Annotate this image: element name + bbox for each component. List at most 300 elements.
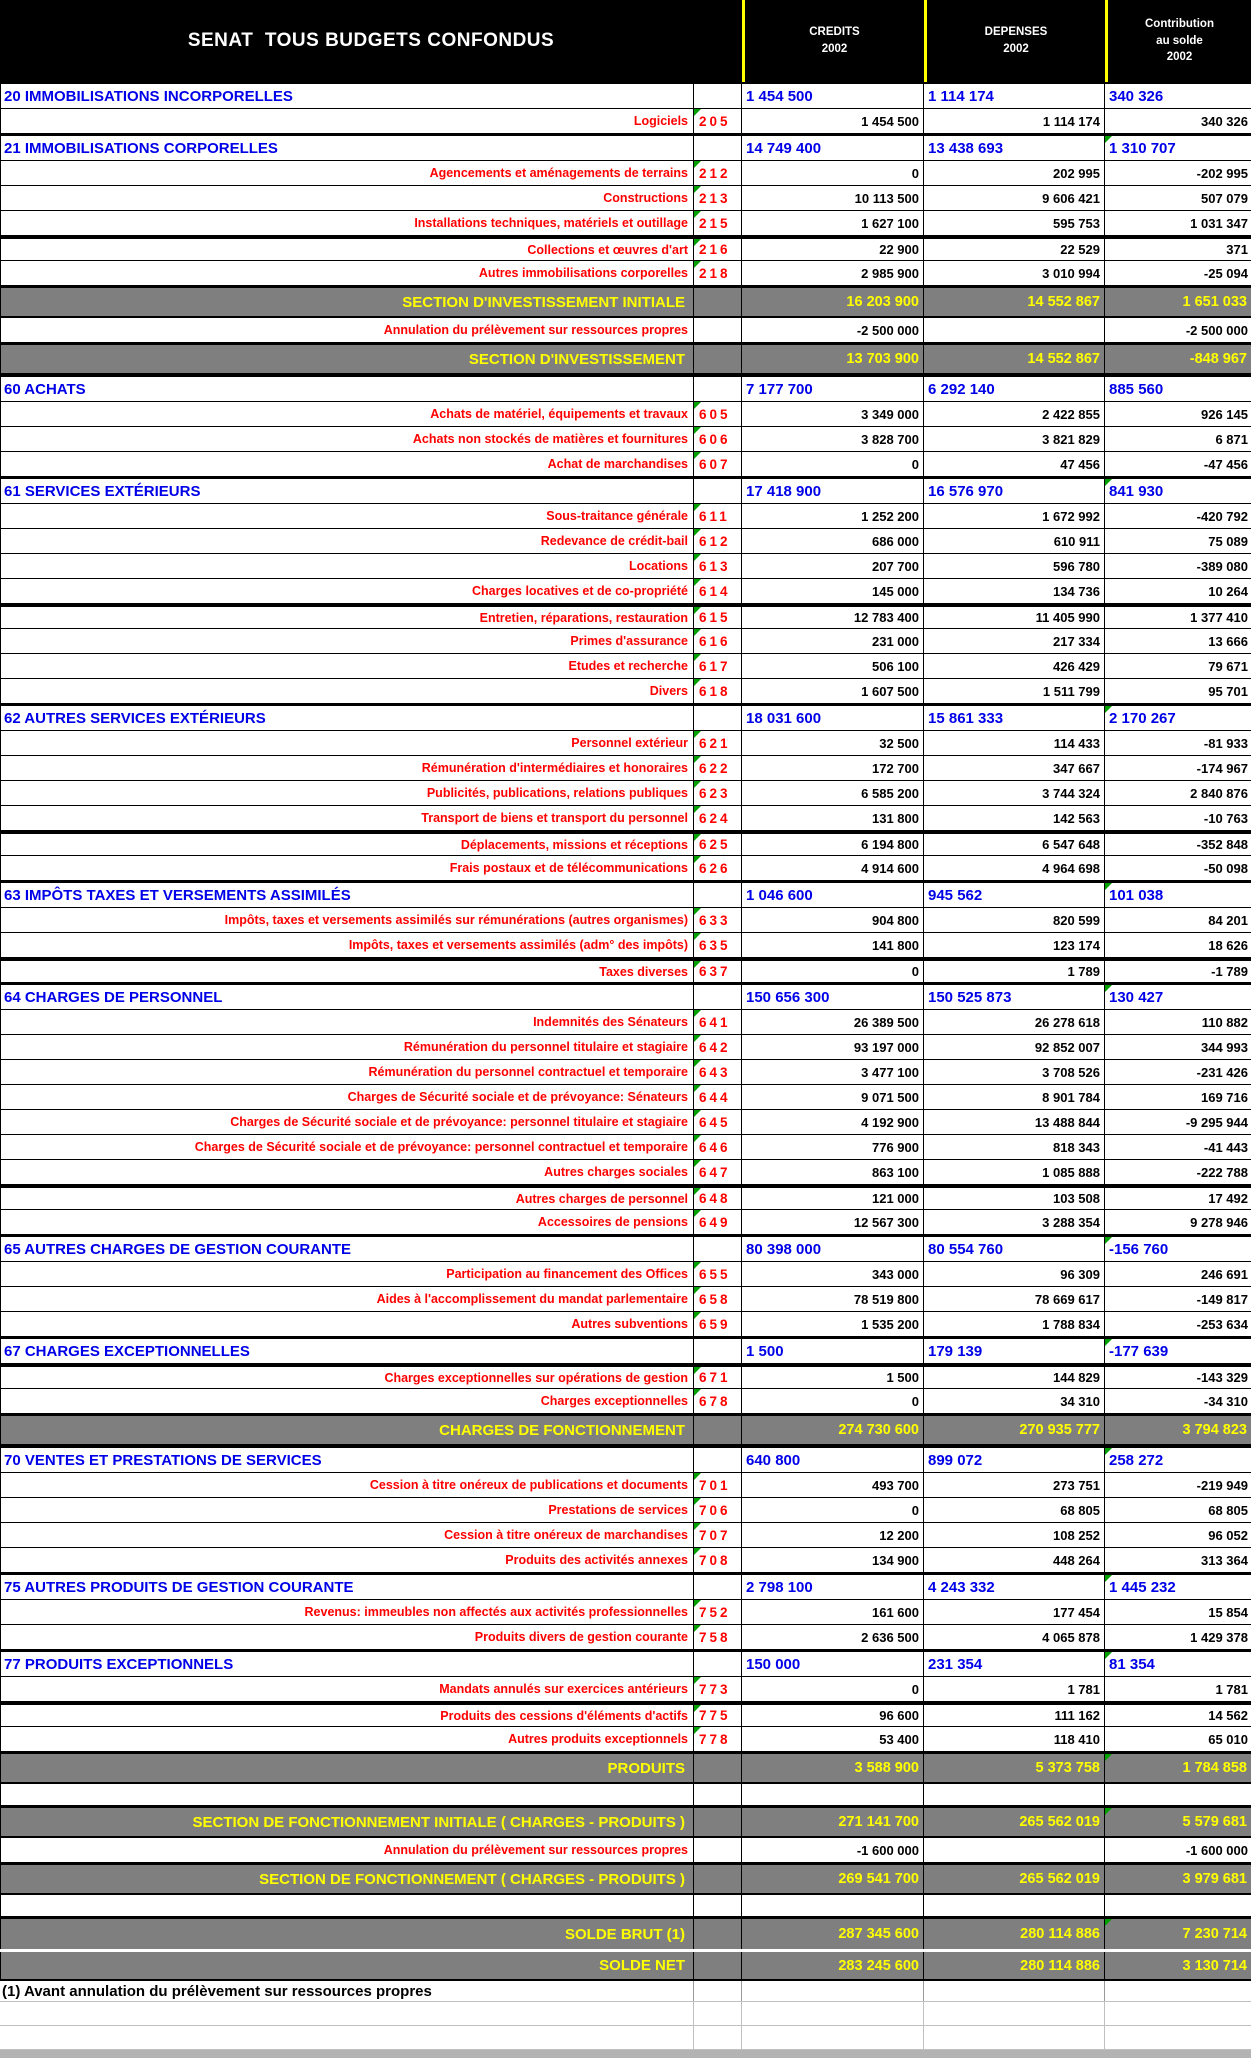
total-row: [0, 286, 1251, 318]
solde-value: 344 993: [1201, 1039, 1248, 1055]
cell-marker-icon: [694, 654, 701, 661]
cell-marker-icon: [694, 1548, 701, 1555]
depenses-value: 14 552 867: [924, 345, 1105, 373]
credits-value: 0: [742, 961, 924, 982]
row-label: 62 AUTRES SERVICES EXTÉRIEURS: [0, 706, 694, 730]
depenses-value: [924, 1895, 1105, 1916]
account-code: 773: [694, 1677, 742, 1701]
cell-marker-icon: [694, 1060, 701, 1067]
solde-value: 95 701: [1208, 683, 1248, 699]
solde-value: 15 854: [1208, 1604, 1248, 1620]
row-label: Sous-traitance générale: [0, 504, 694, 528]
cell-marker-icon: [694, 1705, 701, 1712]
row-label: Rémunération du personnel titulaire et stagiaire: [0, 1035, 694, 1059]
solde-value: 1 445 232: [1105, 1575, 1251, 1599]
account-code: 752: [694, 1600, 742, 1624]
credits-value: 121 000: [742, 1188, 924, 1209]
account-code: [694, 1237, 742, 1261]
credits-value: 10 113 500: [742, 186, 924, 210]
row-label: Entretien, réparations, restauration: [0, 607, 694, 628]
depenses-value: 3 744 324: [924, 781, 1105, 805]
account-code: 605: [694, 402, 742, 426]
credits-value: 1 500: [742, 1367, 924, 1388]
credits-value: 141 800: [742, 933, 924, 957]
cell-marker-icon: [1105, 1919, 1112, 1926]
depenses-value: 150 525 873: [924, 985, 1105, 1009]
account-code: 649: [694, 1210, 742, 1234]
account-code: [694, 1339, 742, 1363]
section-row: [0, 704, 1251, 731]
row-label: 63 IMPÔTS TAXES ET VERSEMENTS ASSIMILÉS: [0, 883, 694, 907]
credits-value: 134 900: [742, 1548, 924, 1572]
cell-marker-icon: [694, 1600, 701, 1607]
account-code: 642: [694, 1035, 742, 1059]
cell-marker-icon: [694, 1677, 701, 1684]
depenses-value: 103 508: [924, 1188, 1105, 1209]
account-code: 778: [694, 1727, 742, 1751]
credits-value: 1 454 500: [742, 109, 924, 133]
account-code: [694, 1416, 742, 1444]
cell-marker-icon: [694, 834, 701, 841]
spacer-row: [0, 1784, 1251, 1806]
account-code: 641: [694, 1010, 742, 1034]
solde-value: -420 792: [1196, 508, 1248, 524]
table-header: [0, 0, 1251, 82]
detail-row: [0, 1677, 1251, 1702]
account-code: [694, 1865, 742, 1893]
row-label: Produits des activités annexes: [0, 1548, 694, 1572]
section-row: [0, 82, 1251, 109]
depenses-value: 1 672 992: [924, 504, 1105, 528]
account-code: [694, 1784, 742, 1805]
depenses-value: 6 547 648: [924, 834, 1105, 855]
detail-row: [0, 1389, 1251, 1414]
credits-value: 145 000: [742, 579, 924, 603]
row-label: 75 AUTRES PRODUITS DE GESTION COURANTE: [0, 1575, 694, 1599]
solde-value: -177 639: [1105, 1339, 1251, 1363]
cell-marker-icon: [694, 1010, 701, 1017]
account-code: [694, 345, 742, 373]
row-label: Participation au financement des Offices: [0, 1262, 694, 1286]
solde-value: 68 805: [1208, 1502, 1248, 1518]
cell-marker-icon: [1105, 1339, 1112, 1346]
depenses-value: 144 829: [924, 1367, 1105, 1388]
depenses-value: 3 821 829: [924, 427, 1105, 451]
row-label: Autres immobilisations corporelles: [0, 261, 694, 285]
detail-row: [0, 781, 1251, 806]
empty-cell: [742, 1981, 924, 2001]
solde-value: 81 354: [1105, 1652, 1251, 1676]
row-label: Accessoires de pensions: [0, 1210, 694, 1234]
row-label: Déplacements, missions et réceptions: [0, 834, 694, 855]
row-label: Agencements et aménagements de terrains: [0, 161, 694, 185]
detail-row: [0, 856, 1251, 881]
solde-value: 7 230 714: [1105, 1919, 1251, 1949]
depenses-value: 34 310: [924, 1389, 1105, 1413]
depenses-value: 16 576 970: [924, 479, 1105, 503]
credits-value: 2 636 500: [742, 1625, 924, 1649]
account-code: [694, 706, 742, 730]
depenses-value: 13 438 693: [924, 136, 1105, 160]
cell-marker-icon: [694, 1035, 701, 1042]
cell-marker-icon: [694, 806, 701, 813]
credits-value: 12 783 400: [742, 607, 924, 628]
credits-value: 80 398 000: [742, 1237, 924, 1261]
credits-value: -1 600 000: [742, 1838, 924, 1862]
solde-value: 6 871: [1215, 431, 1248, 447]
depenses-value: [924, 318, 1105, 342]
row-label: PRODUITS: [0, 1754, 694, 1782]
cell-marker-icon: [694, 1389, 701, 1396]
row-label: Produits des cessions d'éléments d'actifs: [0, 1705, 694, 1726]
solde-value: -41 443: [1203, 1139, 1248, 1155]
detail-row: [0, 261, 1251, 286]
total-row: [0, 1752, 1251, 1784]
detail-row: [0, 1010, 1251, 1035]
row-label: Mandats annulés sur exercices antérieurs: [0, 1677, 694, 1701]
row-label: Indemnités des Sénateurs: [0, 1010, 694, 1034]
row-label: SECTION DE FONCTIONNEMENT INITIALE ( CHARGES - PRODUITS ): [0, 1808, 694, 1836]
detail-row: [0, 1287, 1251, 1312]
credits-value: 172 700: [742, 756, 924, 780]
row-label: Impôts, taxes et versements assimilés sur rémunérations (autres organismes): [0, 908, 694, 932]
credits-value: 150 656 300: [742, 985, 924, 1009]
credits-value: 3 588 900: [742, 1754, 924, 1782]
detail-row: [0, 554, 1251, 579]
credits-value: 269 541 700: [742, 1865, 924, 1893]
solde-value: -9 295 944: [1185, 1114, 1248, 1130]
row-label: Charges exceptionnelles sur opérations de gestion: [0, 1367, 694, 1388]
row-label: Aides à l'accomplissement du mandat parlementaire: [0, 1287, 694, 1311]
solde-value: 2 840 876: [1190, 785, 1248, 801]
section-row: [0, 1446, 1251, 1473]
credits-value: 9 071 500: [742, 1085, 924, 1109]
cell-marker-icon: [694, 1523, 701, 1530]
solde-value: -219 949: [1196, 1477, 1248, 1493]
depenses-value: 15 861 333: [924, 706, 1105, 730]
depenses-value: 426 429: [924, 654, 1105, 678]
detail-row: [0, 579, 1251, 604]
total-row: [0, 1863, 1251, 1895]
depenses-value: 9 606 421: [924, 186, 1105, 210]
row-label: Locations: [0, 554, 694, 578]
account-code: 612: [694, 529, 742, 553]
account-code: 218: [694, 261, 742, 285]
table-body: [0, 82, 1251, 1981]
account-code: 205: [694, 109, 742, 133]
account-code: [694, 1575, 742, 1599]
solde-value: 340 326: [1201, 113, 1248, 129]
credits-value: 32 500: [742, 731, 924, 755]
cell-marker-icon: [694, 504, 701, 511]
account-code: [694, 1754, 742, 1782]
solde-value: 14 562: [1208, 1708, 1248, 1723]
depenses-value: 68 805: [924, 1498, 1105, 1522]
solde-value: -352 848: [1196, 837, 1248, 852]
solde-value: 3 794 823: [1182, 1422, 1247, 1438]
depenses-value: 4 964 698: [924, 856, 1105, 880]
solde-value: -143 329: [1196, 1370, 1248, 1385]
account-code: 616: [694, 629, 742, 653]
depenses-value: 108 252: [924, 1523, 1105, 1547]
detail-row: [0, 1035, 1251, 1060]
account-code: [694, 1808, 742, 1836]
detail-row: [0, 161, 1251, 186]
empty-row: [0, 2002, 1251, 2026]
cell-marker-icon: [694, 1498, 701, 1505]
credits-value: 3 349 000: [742, 402, 924, 426]
depenses-value: 818 343: [924, 1135, 1105, 1159]
solde-value: -174 967: [1196, 760, 1248, 776]
account-code: [694, 288, 742, 316]
account-code: 706: [694, 1498, 742, 1522]
column-header-credits: [742, 0, 924, 82]
depenses-value: 217 334: [924, 629, 1105, 653]
depenses-value: 347 667: [924, 756, 1105, 780]
cell-marker-icon: [1105, 1808, 1112, 1815]
credits-value: 0: [742, 1498, 924, 1522]
depenses-value: 4 065 878: [924, 1625, 1105, 1649]
depenses-value: 5 373 758: [924, 1754, 1105, 1782]
solde-value: 1 781: [1215, 1681, 1248, 1697]
detail-row: [0, 402, 1251, 427]
depenses-value: 1 114 174: [924, 84, 1105, 108]
detail-row: [0, 427, 1251, 452]
credits-value: 6 194 800: [742, 834, 924, 855]
solde-value: 246 691: [1201, 1266, 1248, 1282]
detail-row: [0, 109, 1251, 134]
account-code: 613: [694, 554, 742, 578]
solde-value: -1 789: [1211, 964, 1248, 979]
credits-value: 14 749 400: [742, 136, 924, 160]
row-label: SOLDE NET: [0, 1952, 694, 1979]
empty-row: [0, 2026, 1251, 2050]
credits-value: 150 000: [742, 1652, 924, 1676]
credits-value: 2 798 100: [742, 1575, 924, 1599]
depenses-value: 273 751: [924, 1473, 1105, 1497]
detail-row: [0, 604, 1251, 629]
detail-row: [0, 1498, 1251, 1523]
detail-row: [0, 958, 1251, 983]
cell-marker-icon: [694, 908, 701, 915]
account-code: 213: [694, 186, 742, 210]
credits-value: 0: [742, 452, 924, 476]
detail-row: [0, 1185, 1251, 1210]
row-label: SECTION D'INVESTISSEMENT INITIALE: [0, 288, 694, 316]
credits-value: 7 177 700: [742, 377, 924, 401]
cell-marker-icon: [1105, 1448, 1112, 1455]
credits-value: 863 100: [742, 1160, 924, 1184]
depenses-value: 47 456: [924, 452, 1105, 476]
depenses-value: 1 511 799: [924, 679, 1105, 703]
account-code: [694, 1952, 742, 1979]
credits-value: -2 500 000: [742, 318, 924, 342]
detail-row: [0, 1523, 1251, 1548]
row-label: Logiciels: [0, 109, 694, 133]
depenses-value: 820 599: [924, 908, 1105, 932]
account-code: 625: [694, 834, 742, 855]
cell-marker-icon: [694, 529, 701, 536]
depenses-value: 3 708 526: [924, 1060, 1105, 1084]
credits-value: 1 500: [742, 1339, 924, 1363]
solde-value: -231 426: [1196, 1064, 1248, 1080]
account-code: 646: [694, 1135, 742, 1159]
solde-value: 1 310 707: [1105, 136, 1251, 160]
depenses-value: 3 010 994: [924, 261, 1105, 285]
total-row: [0, 1917, 1251, 1949]
solde-value: -389 080: [1196, 558, 1248, 574]
cell-marker-icon: [1105, 1754, 1112, 1761]
solde-value: 1 429 378: [1190, 1629, 1248, 1645]
cell-marker-icon: [694, 1287, 701, 1294]
detail-row: [0, 1702, 1251, 1727]
solde-value: 841 930: [1105, 479, 1251, 503]
column-header-solde: [1105, 0, 1251, 82]
solde-value: 13 666: [1208, 633, 1248, 649]
row-label: Impôts, taxes et versements assimilés (adm° des impôts): [0, 933, 694, 957]
row-label: 60 ACHATS: [0, 377, 694, 401]
detail-row: [0, 1625, 1251, 1650]
account-code: 648: [694, 1188, 742, 1209]
depenses-value: 265 562 019: [924, 1865, 1105, 1893]
credits-value: 12 200: [742, 1523, 924, 1547]
cell-marker-icon: [1105, 136, 1112, 143]
section-row: [0, 1235, 1251, 1262]
detail-row: [0, 452, 1251, 477]
cell-marker-icon: [694, 856, 701, 863]
section-row: [0, 375, 1251, 402]
row-label: Annulation du prélèvement sur ressources propres: [0, 318, 694, 342]
credits-value: 22 900: [742, 239, 924, 260]
account-code: [694, 1895, 742, 1916]
depenses-value: 142 563: [924, 806, 1105, 830]
account-code: 707: [694, 1523, 742, 1547]
detail-row: [0, 1364, 1251, 1389]
column-header-depenses-label: DEPENSES: [984, 26, 1048, 39]
depenses-value: 1 085 888: [924, 1160, 1105, 1184]
section-row: [0, 134, 1251, 161]
detail-row: [0, 186, 1251, 211]
credits-value: 283 245 600: [742, 1952, 924, 1979]
row-label: Collections et œuvres d'art: [0, 239, 694, 260]
depenses-value: 280 114 886: [924, 1952, 1105, 1979]
detail-row: [0, 1838, 1251, 1863]
solde-value: 169 716: [1201, 1089, 1248, 1105]
row-label: Autres produits exceptionnels: [0, 1727, 694, 1751]
page-title: SENAT TOUS BUDGETS CONFONDUS: [187, 30, 555, 51]
row-label: Produits divers de gestion courante: [0, 1625, 694, 1649]
section-row: [0, 1337, 1251, 1364]
row-label: Autres charges sociales: [0, 1160, 694, 1184]
account-code: [694, 136, 742, 160]
depenses-value: 596 780: [924, 554, 1105, 578]
solde-value: 75 089: [1208, 533, 1248, 549]
credits-value: 506 100: [742, 654, 924, 678]
solde-value: 258 272: [1105, 1448, 1251, 1472]
account-code: 758: [694, 1625, 742, 1649]
credits-value: 1 252 200: [742, 504, 924, 528]
row-label: Achat de marchandises: [0, 452, 694, 476]
credits-value: 13 703 900: [742, 345, 924, 373]
account-code: 623: [694, 781, 742, 805]
cell-marker-icon: [694, 161, 701, 168]
account-code: 637: [694, 961, 742, 982]
detail-row: [0, 1473, 1251, 1498]
detail-row: [0, 318, 1251, 343]
column-header-depenses-year: 2002: [1003, 43, 1029, 55]
depenses-value: 231 354: [924, 1652, 1105, 1676]
credits-value: 3 828 700: [742, 427, 924, 451]
detail-row: [0, 1210, 1251, 1235]
column-header-credits-year: 2002: [821, 43, 848, 55]
credits-value: 1 454 500: [742, 84, 924, 108]
solde-value: 507 079: [1201, 190, 1248, 206]
section-row: [0, 1573, 1251, 1600]
depenses-value: 179 139: [924, 1339, 1105, 1363]
detail-row: [0, 211, 1251, 236]
account-code: 645: [694, 1110, 742, 1134]
solde-value: 17 492: [1208, 1191, 1248, 1206]
depenses-value: 280 114 886: [924, 1919, 1105, 1949]
row-label: Revenus: immeubles non affectés aux activités professionnelles: [0, 1600, 694, 1624]
account-code: 626: [694, 856, 742, 880]
solde-value: -25 094: [1203, 265, 1248, 281]
depenses-value: 945 562: [924, 883, 1105, 907]
solde-value: -202 995: [1196, 165, 1248, 181]
credits-value: 904 800: [742, 908, 924, 932]
depenses-value: 1 788 834: [924, 1312, 1105, 1336]
solde-value: 5 579 681: [1105, 1808, 1251, 1836]
credits-value: 1 046 600: [742, 883, 924, 907]
detail-row: [0, 933, 1251, 958]
depenses-value: [924, 1784, 1105, 1805]
row-label: Frais postaux et de télécommunications: [0, 856, 694, 880]
credits-value: 493 700: [742, 1473, 924, 1497]
credits-value: 78 519 800: [742, 1287, 924, 1311]
depenses-value: 1 114 174: [924, 109, 1105, 133]
depenses-value: 1 789: [924, 961, 1105, 982]
section-row: [0, 983, 1251, 1010]
depenses-value: 123 174: [924, 933, 1105, 957]
row-label: Transport de biens et transport du personnel: [0, 806, 694, 830]
depenses-value: 6 292 140: [924, 377, 1105, 401]
row-label: Annulation du prélèvement sur ressources propres: [0, 1838, 694, 1862]
account-code: 216: [694, 239, 742, 260]
account-code: [694, 1448, 742, 1472]
solde-value: [1105, 1784, 1251, 1805]
depenses-value: 11 405 990: [924, 607, 1105, 628]
row-label: Personnel extérieur: [0, 731, 694, 755]
account-code: 678: [694, 1389, 742, 1413]
account-code: 618: [694, 679, 742, 703]
solde-value: -47 456: [1203, 456, 1248, 472]
row-label: Charges exceptionnelles: [0, 1389, 694, 1413]
section-row: [0, 477, 1251, 504]
solde-value: 84 201: [1208, 912, 1248, 928]
detail-row: [0, 1727, 1251, 1752]
solde-value: 18 626: [1208, 937, 1248, 953]
detail-row: [0, 1600, 1251, 1625]
column-header-solde-label2: au solde: [1156, 34, 1203, 47]
account-code: 212: [694, 161, 742, 185]
cell-marker-icon: [694, 554, 701, 561]
row-label: Charges de Sécurité sociale et de prévoyance: Sénateurs: [0, 1085, 694, 1109]
row-label: 67 CHARGES EXCEPTIONNELLES: [0, 1339, 694, 1363]
row-label: Taxes diverses: [0, 961, 694, 982]
depenses-value: 2 422 855: [924, 402, 1105, 426]
credits-value: 4 192 900: [742, 1110, 924, 1134]
credits-value: 287 345 600: [742, 1919, 924, 1949]
